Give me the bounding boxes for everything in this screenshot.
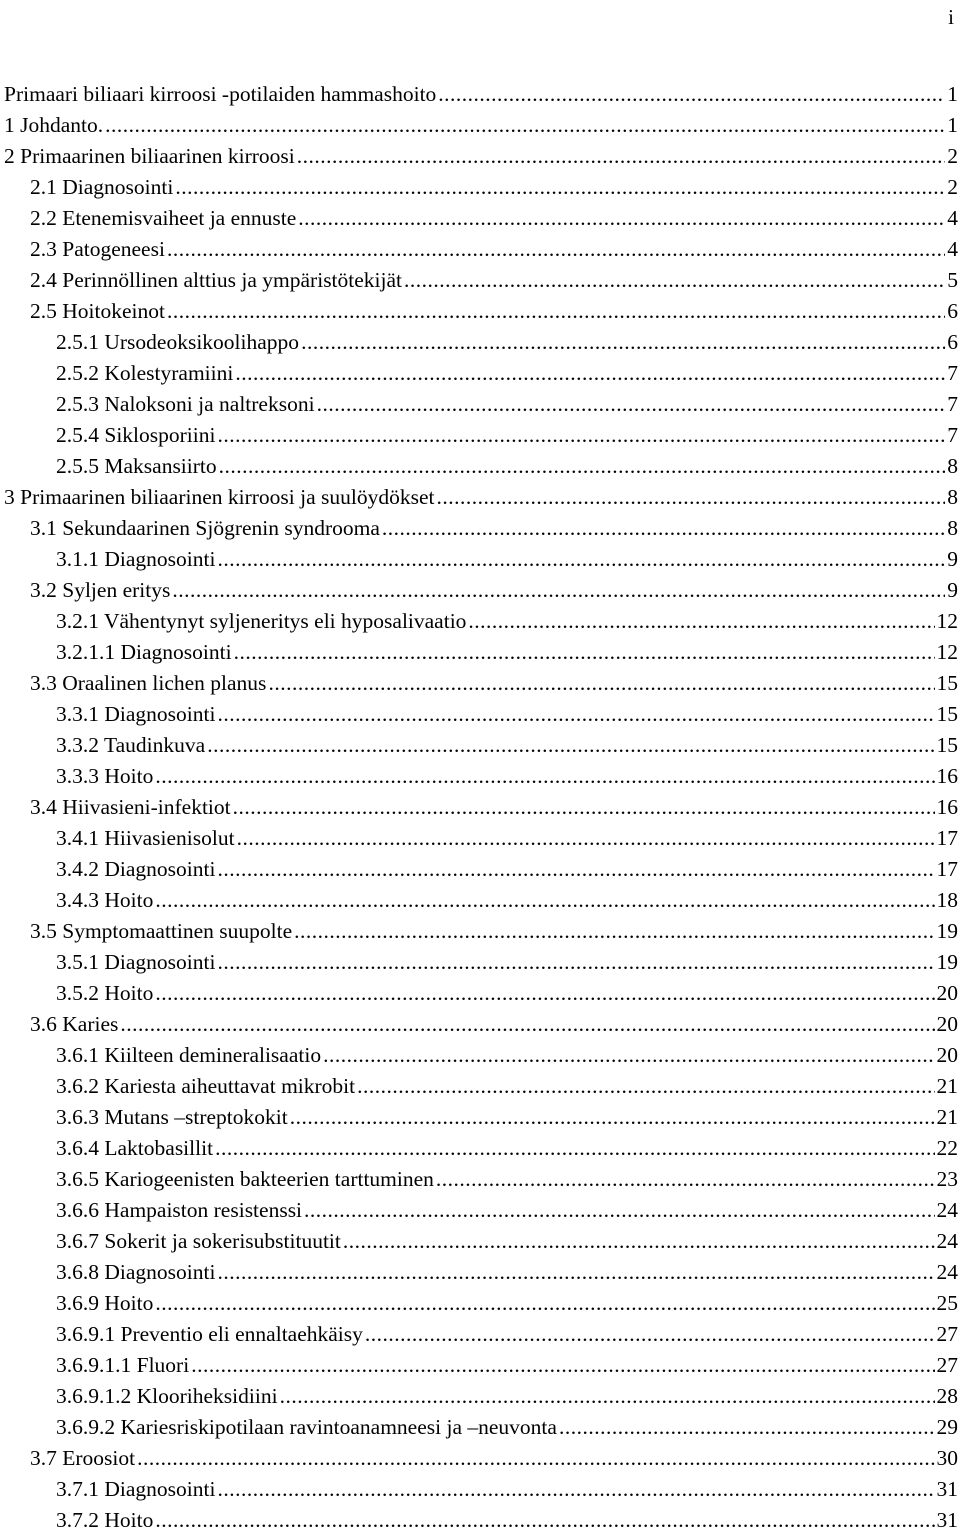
toc-entry-page-number: 5 [947,265,960,296]
toc-entry-title: 2.3 Patogeneesi [30,234,165,265]
toc-entry[interactable] [0,79,960,110]
dot-leader [155,1505,934,1536]
toc-entry-page-number: 20 [937,1009,960,1040]
toc-entry[interactable] [0,730,960,761]
toc-entry-title: 3.5.2 Hoito [56,978,153,1009]
toc-entry-title: 3.3.2 Taudinkuva [56,730,205,761]
toc-entry[interactable] [0,544,960,575]
toc-entry-page-number: 31 [937,1505,960,1536]
toc-entry-title: 3.6.9.1.1 Fluori [56,1350,189,1381]
dot-leader [155,885,934,916]
dot-leader [436,1164,935,1195]
toc-entry-title: 3.4.1 Hiivasienisolut [56,823,235,854]
toc-entry-title: 3.3 Oraalinen lichen planus [30,668,266,699]
toc-entry[interactable] [0,1164,960,1195]
toc-entry[interactable] [0,389,960,420]
dot-leader [175,172,945,203]
toc-entry-page-number: 6 [947,327,960,358]
toc-entry[interactable] [0,823,960,854]
toc-entry[interactable] [0,358,960,389]
toc-entry-title: 1 Johdanto. [4,110,103,141]
toc-entry-page-number: 18 [937,885,960,916]
dot-leader [437,482,946,513]
toc-entry[interactable] [0,1319,960,1350]
toc-entry[interactable] [0,1257,960,1288]
toc-entry-title: 2.4 Perinnöllinen alttius ja ympäristötekijät [30,265,402,296]
toc-entry-title: 3.7 Eroosiot [30,1443,135,1474]
dot-leader [323,1040,934,1071]
toc-entry-title: 2.5 Hoitokeinot [30,296,165,327]
toc-entry-page-number: 8 [947,482,960,513]
toc-entry[interactable] [0,1071,960,1102]
dot-leader [217,854,934,885]
dot-leader [155,1288,934,1319]
dot-leader [290,1102,935,1133]
dot-leader [382,513,945,544]
table-of-contents [0,79,960,1536]
toc-entry-page-number: 15 [937,699,960,730]
toc-entry[interactable] [0,1195,960,1226]
toc-entry-title: 3.3.1 Diagnosointi [56,699,215,730]
dot-leader [217,699,934,730]
toc-entry[interactable] [0,1226,960,1257]
toc-entry-page-number: 8 [947,451,960,482]
toc-entry-page-number: 4 [947,234,960,265]
toc-entry-title: 3.6.6 Hampaiston resistenssi [56,1195,302,1226]
toc-entry[interactable] [0,110,960,141]
toc-entry[interactable] [0,978,960,1009]
dot-leader [217,947,934,978]
toc-entry[interactable] [0,1040,960,1071]
toc-entry-page-number: 1 [947,110,960,141]
toc-entry-page-number: 17 [937,823,960,854]
dot-leader [215,1133,934,1164]
toc-entry-page-number: 19 [937,947,960,978]
dot-leader [317,389,946,420]
toc-entry[interactable] [0,1505,960,1536]
toc-entry-title: 3.4 Hiivasieni-infektiot [30,792,231,823]
dot-leader [301,327,945,358]
toc-entry[interactable] [0,265,960,296]
toc-entry-page-number: 9 [947,544,960,575]
page-number: i [948,4,954,30]
toc-entry-title: 3.7.1 Diagnosointi [56,1474,215,1505]
toc-entry-page-number: 8 [947,513,960,544]
dot-leader [217,1474,934,1505]
toc-entry-title: 3.6.9 Hoito [56,1288,153,1319]
toc-entry-title: Primaari biliaari kirroosi -potilaiden hammashoito [4,79,436,110]
toc-entry-page-number: 23 [937,1164,960,1195]
toc-entry-title: 2.2 Etenemisvaiheet ja ennuste [30,203,296,234]
toc-entry[interactable] [0,916,960,947]
toc-entry-title: 3.7.2 Hoito [56,1505,153,1536]
toc-entry[interactable] [0,1474,960,1505]
toc-entry-title: 3.5.1 Diagnosointi [56,947,215,978]
toc-entry-page-number: 28 [937,1381,960,1412]
dot-leader [297,141,945,172]
toc-entry-title: 3.4.3 Hoito [56,885,153,916]
toc-entry-title: 3.6.4 Laktobasillit [56,1133,213,1164]
toc-entry[interactable] [0,513,960,544]
toc-entry-title: 3.1 Sekundaarinen Sjögrenin syndrooma [30,513,380,544]
toc-entry-title: 3.3.3 Hoito [56,761,153,792]
toc-entry-page-number: 25 [937,1288,960,1319]
dot-leader [217,544,945,575]
toc-entry-page-number: 12 [937,606,960,637]
dot-leader [207,730,934,761]
toc-entry-page-number: 16 [937,792,960,823]
toc-entry-title: 3.6.5 Kariogeenisten bakteerien tarttuminen [56,1164,434,1195]
dot-leader [235,358,945,389]
dot-leader [137,1443,934,1474]
toc-entry-title: 3.1.1 Diagnosointi [56,544,215,575]
toc-entry[interactable] [0,1133,960,1164]
dot-leader [217,420,945,451]
toc-entry[interactable] [0,885,960,916]
toc-entry-title: 2.5.2 Kolestyramiini [56,358,233,389]
toc-entry-page-number: 19 [937,916,960,947]
toc-entry[interactable] [0,761,960,792]
dot-leader [298,203,945,234]
dot-leader [343,1226,935,1257]
dot-leader [280,1381,935,1412]
toc-entry-page-number: 24 [937,1257,960,1288]
toc-entry-page-number: 7 [947,420,960,451]
toc-entry-title: 3.4.2 Diagnosointi [56,854,215,885]
toc-entry-page-number: 29 [937,1412,960,1443]
toc-entry[interactable] [0,699,960,730]
dot-leader [219,451,946,482]
toc-entry[interactable] [0,668,960,699]
dot-leader [234,637,935,668]
toc-entry-title: 2.5.4 Siklosporiini [56,420,215,451]
toc-entry-title: 3.6.1 Kiilteen demineralisaatio [56,1040,321,1071]
toc-entry[interactable] [0,1443,960,1474]
toc-entry-page-number: 7 [947,358,960,389]
toc-entry-title: 3.6.8 Diagnosointi [56,1257,215,1288]
toc-entry-page-number: 27 [937,1319,960,1350]
toc-entry-page-number: 2 [947,172,960,203]
toc-entry[interactable] [0,172,960,203]
toc-entry-page-number: 15 [937,730,960,761]
toc-entry[interactable] [0,1350,960,1381]
toc-entry[interactable] [0,1412,960,1443]
toc-entry-title: 2.5.5 Maksansiirto [56,451,217,482]
dot-leader [155,978,934,1009]
toc-entry-title: 3.6.9.1 Preventio eli ennaltaehkäisy [56,1319,363,1350]
dot-leader [233,792,935,823]
toc-entry[interactable] [0,606,960,637]
toc-entry[interactable] [0,141,960,172]
toc-entry-page-number: 21 [937,1102,960,1133]
toc-entry-title: 3.6.9.1.2 Klooriheksidiini [56,1381,278,1412]
dot-leader [268,668,934,699]
toc-entry[interactable] [0,234,960,265]
toc-entry-title: 3.2 Syljen eritys [30,575,170,606]
toc-entry[interactable] [0,451,960,482]
toc-entry[interactable] [0,1288,960,1319]
toc-entry-page-number: 1 [947,79,960,110]
toc-entry-title: 3.6.2 Kariesta aiheuttavat mikrobit [56,1071,355,1102]
dot-leader [120,1009,934,1040]
toc-entry-title: 3 Primaarinen biliaarinen kirroosi ja suulöydökset [4,482,435,513]
toc-entry[interactable] [0,1009,960,1040]
toc-entry-title: 2.5.1 Ursodeoksikoolihappo [56,327,299,358]
toc-entry-page-number: 15 [937,668,960,699]
dot-leader [237,823,935,854]
dot-leader [294,916,934,947]
toc-entry[interactable] [0,1381,960,1412]
dot-leader [304,1195,934,1226]
toc-entry[interactable] [0,482,960,513]
dot-leader [404,265,945,296]
toc-entry[interactable] [0,203,960,234]
toc-entry-page-number: 24 [937,1195,960,1226]
toc-entry-title: 3.2.1 Vähentynyt syljeneritys eli hyposalivaatio [56,606,466,637]
toc-entry[interactable] [0,792,960,823]
toc-entry-title: 3.6 Karies [30,1009,118,1040]
dot-leader [155,761,934,792]
dot-leader [167,234,945,265]
toc-entry-title: 2.1 Diagnosointi [30,172,173,203]
toc-entry[interactable] [0,327,960,358]
toc-entry-title: 3.6.7 Sokerit ja sokerisubstituutit [56,1226,341,1257]
dot-leader [217,1257,934,1288]
toc-entry-page-number: 2 [947,141,960,172]
dot-leader [191,1350,934,1381]
dot-leader [365,1319,935,1350]
toc-entry-page-number: 31 [937,1474,960,1505]
dot-leader [357,1071,934,1102]
toc-entry-page-number: 22 [937,1133,960,1164]
toc-entry-page-number: 6 [947,296,960,327]
toc-entry-page-number: 4 [947,203,960,234]
toc-entry-page-number: 17 [937,854,960,885]
dot-leader [167,296,945,327]
toc-entry-page-number: 30 [937,1443,960,1474]
toc-entry-page-number: 16 [937,761,960,792]
dot-leader [438,79,945,110]
toc-entry-title: 3.6.3 Mutans –streptokokit [56,1102,288,1133]
toc-entry-title: 3.5 Symptomaattinen suupolte [30,916,292,947]
toc-entry-page-number: 9 [947,575,960,606]
toc-entry-page-number: 20 [937,1040,960,1071]
toc-entry-title: 2 Primaarinen biliaarinen kirroosi [4,141,295,172]
toc-entry[interactable] [0,637,960,668]
dot-leader [105,110,945,141]
toc-entry-page-number: 21 [937,1071,960,1102]
toc-entry[interactable] [0,575,960,606]
toc-entry-page-number: 7 [947,389,960,420]
toc-entry-page-number: 24 [937,1226,960,1257]
dot-leader [468,606,934,637]
toc-entry-title: 3.6.9.2 Kariesriskipotilaan ravintoanamneesi ja –neuvonta [56,1412,557,1443]
toc-entry-title: 3.2.1.1 Diagnosointi [56,637,232,668]
toc-entry[interactable] [0,1102,960,1133]
toc-entry[interactable] [0,854,960,885]
toc-entry-page-number: 12 [937,637,960,668]
toc-entry-title: 2.5.3 Naloksoni ja naltreksoni [56,389,315,420]
toc-entry[interactable] [0,947,960,978]
dot-leader [172,575,945,606]
dot-leader [559,1412,935,1443]
toc-entry-page-number: 20 [937,978,960,1009]
toc-entry-page-number: 27 [937,1350,960,1381]
toc-entry[interactable] [0,296,960,327]
toc-entry[interactable] [0,420,960,451]
